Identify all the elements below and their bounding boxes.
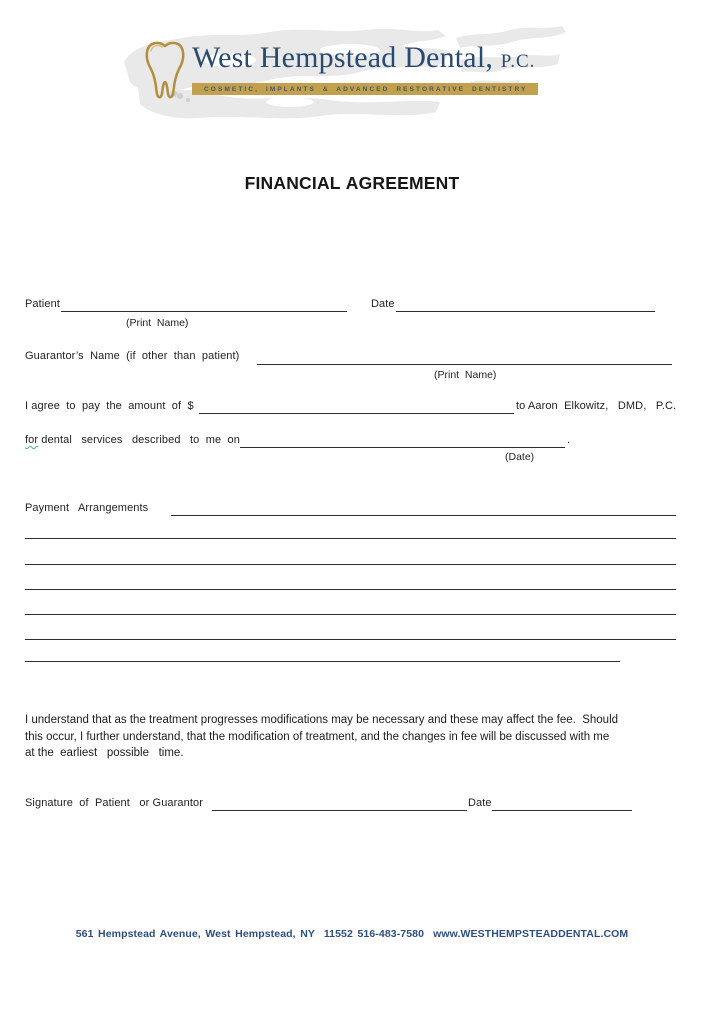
- understanding-line-1: I understand that as the treatment progresses modifications may be necessary and these may affect the fee. Should: [25, 714, 619, 726]
- signature-line[interactable]: [212, 810, 467, 811]
- services-word-for: for: [25, 434, 39, 446]
- footer-contact: 561 Hempstead Avenue, West Hempstead, NY 11552 516-483-7580 www.WESTHEMPSTEADDENTAL.COM: [75, 928, 629, 940]
- print-name-label: (Print Name): [126, 317, 189, 329]
- patient-label: Patient: [25, 298, 60, 310]
- agree-suffix-label: to Aaron Elkowitz, DMD, P.C.: [516, 400, 677, 412]
- letterhead: [0, 0, 704, 135]
- services-period: .: [567, 434, 571, 446]
- payment-arrangements-label: Payment Arrangements: [25, 502, 149, 514]
- payment-arrangements-line[interactable]: [171, 515, 676, 516]
- guarantor-name-line[interactable]: [257, 364, 672, 365]
- payment-extra-line-5[interactable]: [25, 639, 676, 640]
- payment-extra-line-1[interactable]: [25, 538, 676, 539]
- tagline-banner: COSMETIC, IMPLANTS & ADVANCED RESTORATIVE DENTISTRY: [192, 83, 538, 95]
- understanding-line-3: at the earliest possible time.: [25, 747, 184, 759]
- payment-extra-line-4[interactable]: [25, 614, 676, 615]
- payment-extra-line-2[interactable]: [25, 564, 676, 565]
- agree-prefix-label: I agree to pay the amount of $: [25, 400, 194, 412]
- tooth-icon: [141, 38, 189, 108]
- signature-label: Signature of Patient or Guarantor: [25, 797, 203, 809]
- practice-name-suffix: P.C.: [500, 51, 536, 72]
- payment-extra-line-6[interactable]: [25, 661, 620, 662]
- logo-text: [192, 38, 538, 95]
- patient-name-line[interactable]: [61, 311, 347, 312]
- signature-date-line[interactable]: [492, 810, 632, 811]
- page-title: FINANCIAL AGREEMENT: [244, 173, 460, 193]
- understanding-line-2: this occur, I further understand, that the modification of treatment, and the changes in fee will be discussed with me: [25, 730, 610, 743]
- service-date-paren-label: (Date): [505, 451, 535, 463]
- date-label: Date: [371, 298, 395, 310]
- services-label: [25, 434, 240, 446]
- practice-name: [192, 38, 538, 82]
- service-date-line[interactable]: [240, 447, 565, 448]
- patient-date-line[interactable]: [396, 311, 655, 312]
- logo: [141, 38, 538, 108]
- understanding-paragraph: [25, 712, 685, 762]
- services-rest: dental services described to me on: [38, 434, 240, 446]
- guarantor-label: Guarantor’s Name (if other than patient): [25, 350, 240, 362]
- signature-date-label: Date: [468, 797, 492, 809]
- practice-name-main: West Hempstead Dental,: [192, 41, 501, 74]
- amount-line[interactable]: [199, 413, 514, 414]
- guarantor-print-name-label: (Print Name): [434, 369, 497, 381]
- payment-extra-line-3[interactable]: [25, 589, 676, 590]
